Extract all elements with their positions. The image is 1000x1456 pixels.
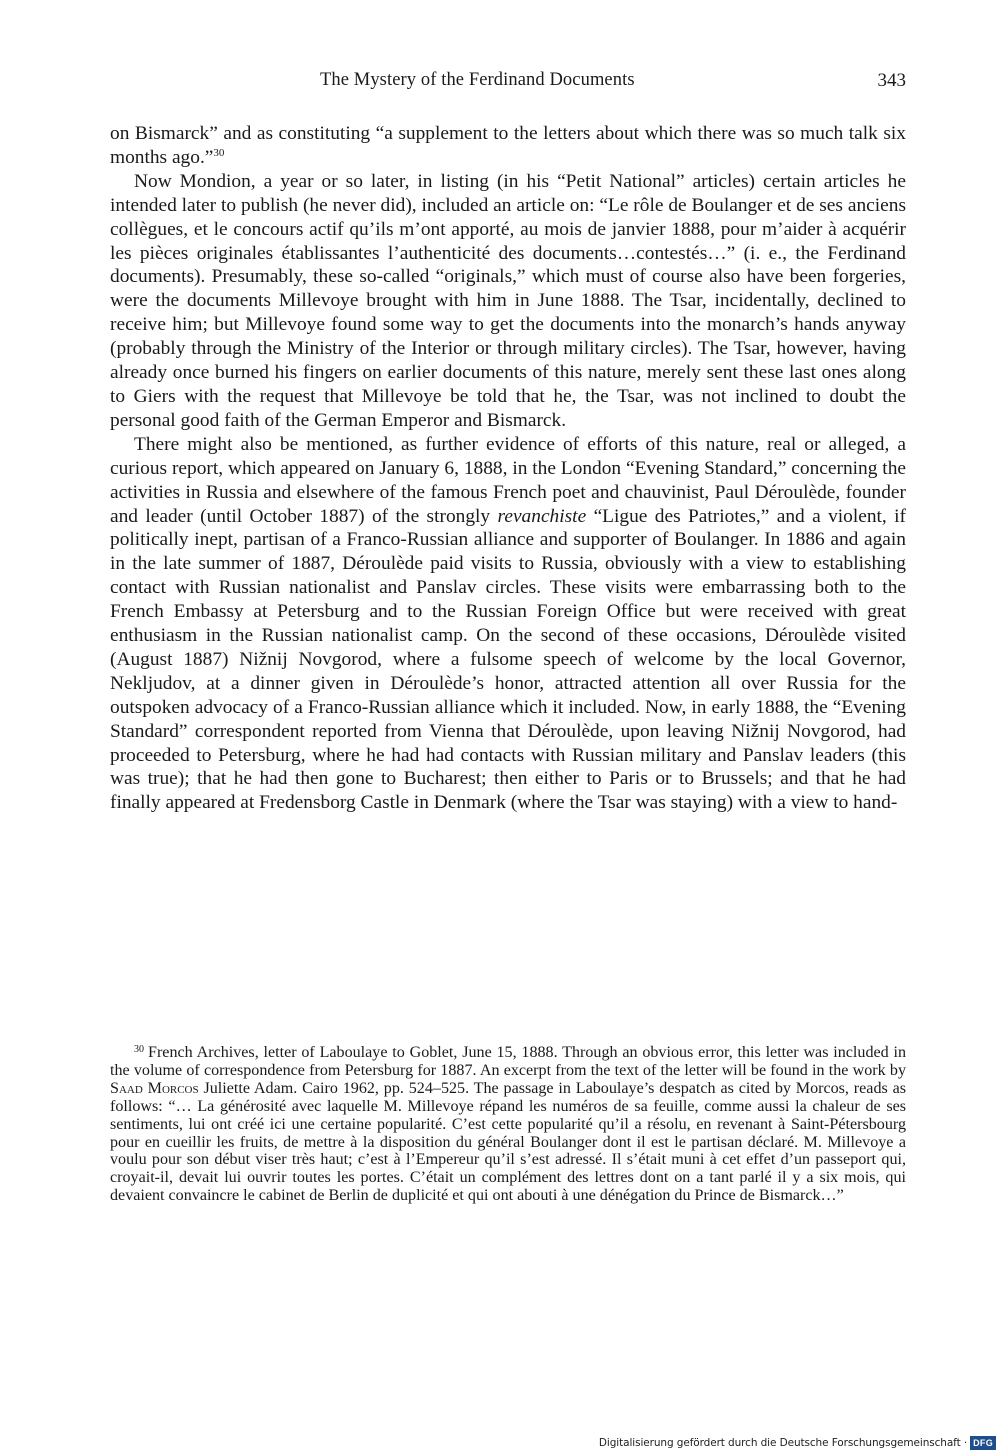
footnote-text-b: Juliette Adam. Cairo 1962, pp. 524–525. The passage in Laboulaye’s despatch as cited by Morcos, reads as follows: “… La générosité avec laquelle M. Millevoye répand les numéros de sa feuille, comme aussi la chaleur de ses sentiments, lui ont créé ici une certaine popularité. C’est cette popularité qu’il a résolu, en revenant à Saint-Pétersbourg pour en cueillir les fruits, de mettre à la disposition du général Boulanger dont il est le partisan déclaré. M. Millevoye a voulu pour son début viser très haut; c’est à l’Empereur qu’il s’est adressé. Il s’était muni à cet effet d’un passeport qui, croyait-il, devait lui ouvrir toutes les portes. C’était un complément des lettres dont on a tant parlé il y a six mois, qui devaient convaincre le cabinet de Berlin de duplicité et qui ont abouti à une dénégation du Prince de Bismarck…” [110,1079,907,1205]
paragraph-1-text: on Bismarck” and as constituting “a supplement to the letters about which there was so much talk six months ago.” [110,123,906,168]
dfg-logo: DFG [970,1436,996,1450]
running-title: The Mystery of the Ferdinand Documents [320,70,635,90]
running-head [110,70,906,96]
body-text [110,122,906,815]
footnote-30 [110,1044,906,1205]
footnote-author: Saad Morcos [110,1079,199,1097]
italic-term: revanchiste [497,505,587,527]
credit-text: Digitalisierung gefördert durch die Deutsche Forschungsgemeinschaft · [598,1437,968,1449]
footnote-number: 30 [134,1044,144,1055]
page-number: 343 [877,70,906,91]
footnote-text-a: French Archives, letter of Laboulaye to Goblet, June 15, 1888. Through an obvious error, this letter was included in the volume of correspondence from Petersburg for 1887. An excerpt from the text of the letter will be found in the work by [110,1044,906,1079]
paragraph-2: Now Mondion, a year or so later, in listing (in his “Petit National” articles) certain articles he intended later to publish (he never did), included an article on: “Le rôle de Boulanger et de ses anciens collègues, et le concours actif qu’ils m’ont apporté, au mois de janvier 1888, pour m’aider à acquérir les pièces originales établissantes l’authenticité des documents…contestés…” (i. e., the Ferdinand documents). Presumably, these so-called “originals,” which must of course also have been forgeries, were the documents Millevoye brought with him in June 1888. The Tsar, incidentally, declined to receive him; but Millevoye found some way to get the documents into the monarch’s hands anyway (probably through the Ministry of the Interior or through military circles). The Tsar, however, having already once burned his fingers on earlier documents of this nature, merely sent these last ones along to Giers with the request that Millevoye be told that he, the Tsar, was not inclined to doubt the personal good faith of the German Emperor and Bismarck. [110,170,906,431]
paragraph-3-text-a: There might also be mentioned, as further evidence of efforts of this nature, real or alleged, a curious report, which appeared on January 6, 1888, in the London “Evening Standard,” concerning the activities in Russia and elsewhere of the famous French poet and chauvinist, Paul Déroulède, founder and leader (until October 1887) of the strongly [110,433,906,527]
paragraph-3 [110,433,906,816]
digitization-credit [599,1435,996,1451]
paragraph-3-text-b: “Ligue des Patriotes,” and a violent, if politically inept, partisan of a Franco-Russian alliance and supporter of Boulanger. In 1886 and again in the late summer of 1887, Déroulède paid visits to Russia, obviously with a view to establishing contact with Russian nationalist and Panslav circles. These visits were embarrassing both to the French Embassy at Petersburg and to the Russian Foreign Office but were received with great enthusiasm in the Russian nationalist camp. On the second of these occasions, Déroulède visited (August 1887) Nižnij Novgorod, where a fulsome speech of welcome by the local Governor, Nekljudov, at a dinner given in Déroulède’s honor, attracted attention all over Russia for the outspoken advocacy of a Franco-Russian alliance which it included. Now, in early 1888, the “Evening Standard” correspondent reported from Vienna that Déroulède, upon leaving Nižnij Novgorod, had proceeded to Petersburg, where he had had contacts with Russian military and Panslav leaders (this was true); that he had then gone to Bucharest; then either to Paris or to Brussels; and that he had finally appeared at Fredensborg Castle in Denmark (where the Tsar was staying) with a view to hand- [110,505,906,814]
paragraph-1 [110,122,906,170]
footnote-reference: 30 [213,146,225,159]
